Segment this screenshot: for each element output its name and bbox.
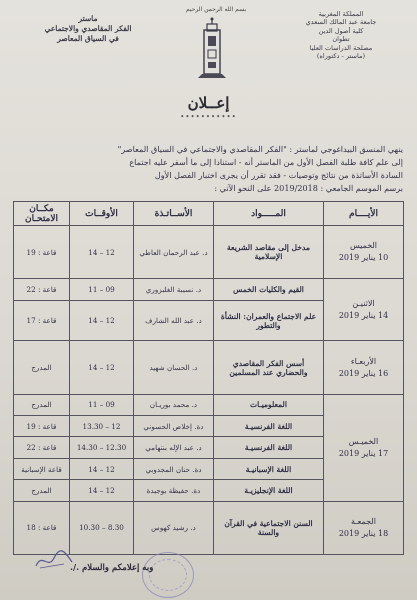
time-cell: 12 – 14 — [70, 480, 134, 501]
teacher-cell: دة. حفيظة بوجيدة — [134, 480, 214, 501]
day-cell — [324, 341, 404, 394]
teacher-cell: د. عبد الرحمان العاطي — [134, 226, 214, 279]
place-cell: قاعة : 17 — [14, 300, 70, 341]
paragraph-line: إلى علم كافة طلبة الفصل الأول من الماستر أنه - استنادا إلى ما أسفر عليه اجتماع — [129, 157, 403, 167]
official-stamp-icon — [142, 552, 194, 598]
subject-cell: القيم والكليات الخمس — [214, 279, 324, 300]
subject-cell: أسس الفكر المقاصدي والحضاري عند المسلمين — [214, 341, 324, 394]
closing-text: وبه إعلامكم والسلام ./. — [70, 563, 154, 573]
time-cell: 09 – 11 — [70, 394, 134, 415]
teacher-cell: د. عبد الإله بنتهامي — [134, 437, 214, 458]
day-name: الجمعـة — [351, 516, 376, 526]
day-name: الخميس — [349, 241, 378, 251]
page-title: إعــلان — [187, 94, 230, 112]
day-date: 14 يناير 2019 — [338, 310, 389, 320]
header-line: جامعة عبد المالك السعدي — [305, 18, 377, 27]
teacher-cell: دة. حنان المجدوبي — [134, 458, 214, 479]
table-row — [14, 501, 404, 554]
subject-cell: اللغة الفرنسيـة — [214, 437, 324, 458]
table-row — [14, 279, 404, 300]
place-cell: المدرج — [14, 341, 70, 394]
teacher-cell: د. الحسان شهيد — [134, 341, 214, 394]
column-header-teacher: الأســاتـذة — [134, 202, 214, 226]
table-row — [14, 226, 404, 279]
time-cell: 12 – 14 — [70, 300, 134, 341]
day-date: 16 يناير 2019 — [338, 368, 389, 378]
column-header-day: الأيــــام — [324, 202, 404, 226]
table-row — [14, 394, 404, 415]
subject-cell: السنن الاجتماعية في القرآن والسنة — [214, 501, 324, 554]
day-cell — [324, 226, 404, 279]
master-program-header — [28, 14, 148, 44]
header-line: ماستر — [78, 14, 98, 23]
day-cell — [324, 279, 404, 341]
university-logo-icon — [194, 16, 230, 82]
time-cell: 12 – 14 — [70, 226, 134, 279]
time-cell: 12 – 13.30 — [70, 416, 134, 437]
header-line: مصلحة الدراسات العليا — [309, 43, 373, 52]
place-cell: قاعة : 19 — [14, 226, 70, 279]
place-cell: قاعة : 18 — [14, 501, 70, 554]
place-cell: قاعة : 22 — [14, 437, 70, 458]
teacher-cell: د. محمد بوريـان — [134, 394, 214, 415]
subject-cell: اللغة الإنجليزيـة — [214, 480, 324, 501]
header-line: في السياق المعاصر — [57, 34, 119, 43]
column-header-subject: المـــــواد — [214, 202, 324, 226]
subject-cell: اللغة الفرنسيـة — [214, 416, 324, 437]
time-cell: 12 – 14 — [70, 458, 134, 479]
paragraph-line: برسم الموسم الجامعي : 2019/2018 على النحو الآتي : — [214, 183, 403, 193]
subject-cell: علم الاجتماع والعمران: النشأة والتطور — [214, 300, 324, 341]
institution-header — [281, 10, 401, 60]
day-name: الاثنيـن — [352, 298, 375, 308]
paragraph-line: السادة الأساتذة من نتائج وتوصيات - فقد تقرر أن يجرى اختبار الفصل الأول — [154, 170, 403, 180]
day-date: 18 يناير 2019 — [338, 528, 389, 538]
day-cell — [324, 394, 404, 501]
teacher-cell: د. نسيبة الغلبزوري — [134, 279, 214, 300]
teacher-cell: د. عبد الله الشارف — [134, 300, 214, 341]
subject-cell: مدخل إلى مقاصد الشريعة الإسلامية — [214, 226, 324, 279]
header-line: المملكة المغربية — [318, 10, 364, 18]
subject-cell: المعلوميـات — [214, 394, 324, 415]
place-cell: المدرج — [14, 394, 70, 415]
title-decoration: ••••••••••• — [180, 113, 237, 121]
day-date: 10 يناير 2019 — [338, 253, 389, 263]
subject-cell: اللغة الإسبانيـة — [214, 458, 324, 479]
time-cell: 12.30 – 14.30 — [70, 437, 134, 458]
basmala: بسم الله الرحمن الرحيم — [185, 6, 247, 13]
time-cell: 09 – 11 — [70, 279, 134, 300]
teacher-cell: د. رشيد كهوس — [134, 501, 214, 554]
time-cell: 12 – 14 — [70, 341, 134, 394]
day-date: 17 يناير 2019 — [338, 448, 389, 458]
header-line: كلية أصول الدين — [318, 26, 364, 35]
table-header-row — [14, 202, 404, 226]
header-line: (ماستر - دكتوراه) — [316, 52, 366, 61]
signature-icon — [34, 548, 74, 572]
day-name: الأربعـاء — [350, 356, 377, 366]
paragraph-line: ينهي المنسق البيداغوجي لماستر : "الفكر المقاصدي والاجتماعي في السياق المعاصر" — [117, 144, 403, 154]
header-line: الفكر المقاصدي والاجتماعي — [44, 24, 132, 33]
time-cell: 8.30 – 10.30 — [70, 501, 134, 554]
table-row — [14, 341, 404, 394]
day-cell — [324, 501, 404, 554]
place-cell: قاعة الإسبانية — [14, 458, 70, 479]
header-line: تطوان — [332, 35, 350, 44]
teacher-cell: دة. إخلاص الحسوني — [134, 416, 214, 437]
exam-schedule-table — [14, 201, 404, 555]
day-name: الخميـس — [348, 436, 379, 446]
column-header-place: مكــان الامتحـان — [14, 202, 70, 226]
column-header-time: الأوقــات — [70, 202, 134, 226]
place-cell: قاعة : 19 — [14, 416, 70, 437]
place-cell: قاعة : 22 — [14, 279, 70, 300]
place-cell: المدرج — [14, 480, 70, 501]
